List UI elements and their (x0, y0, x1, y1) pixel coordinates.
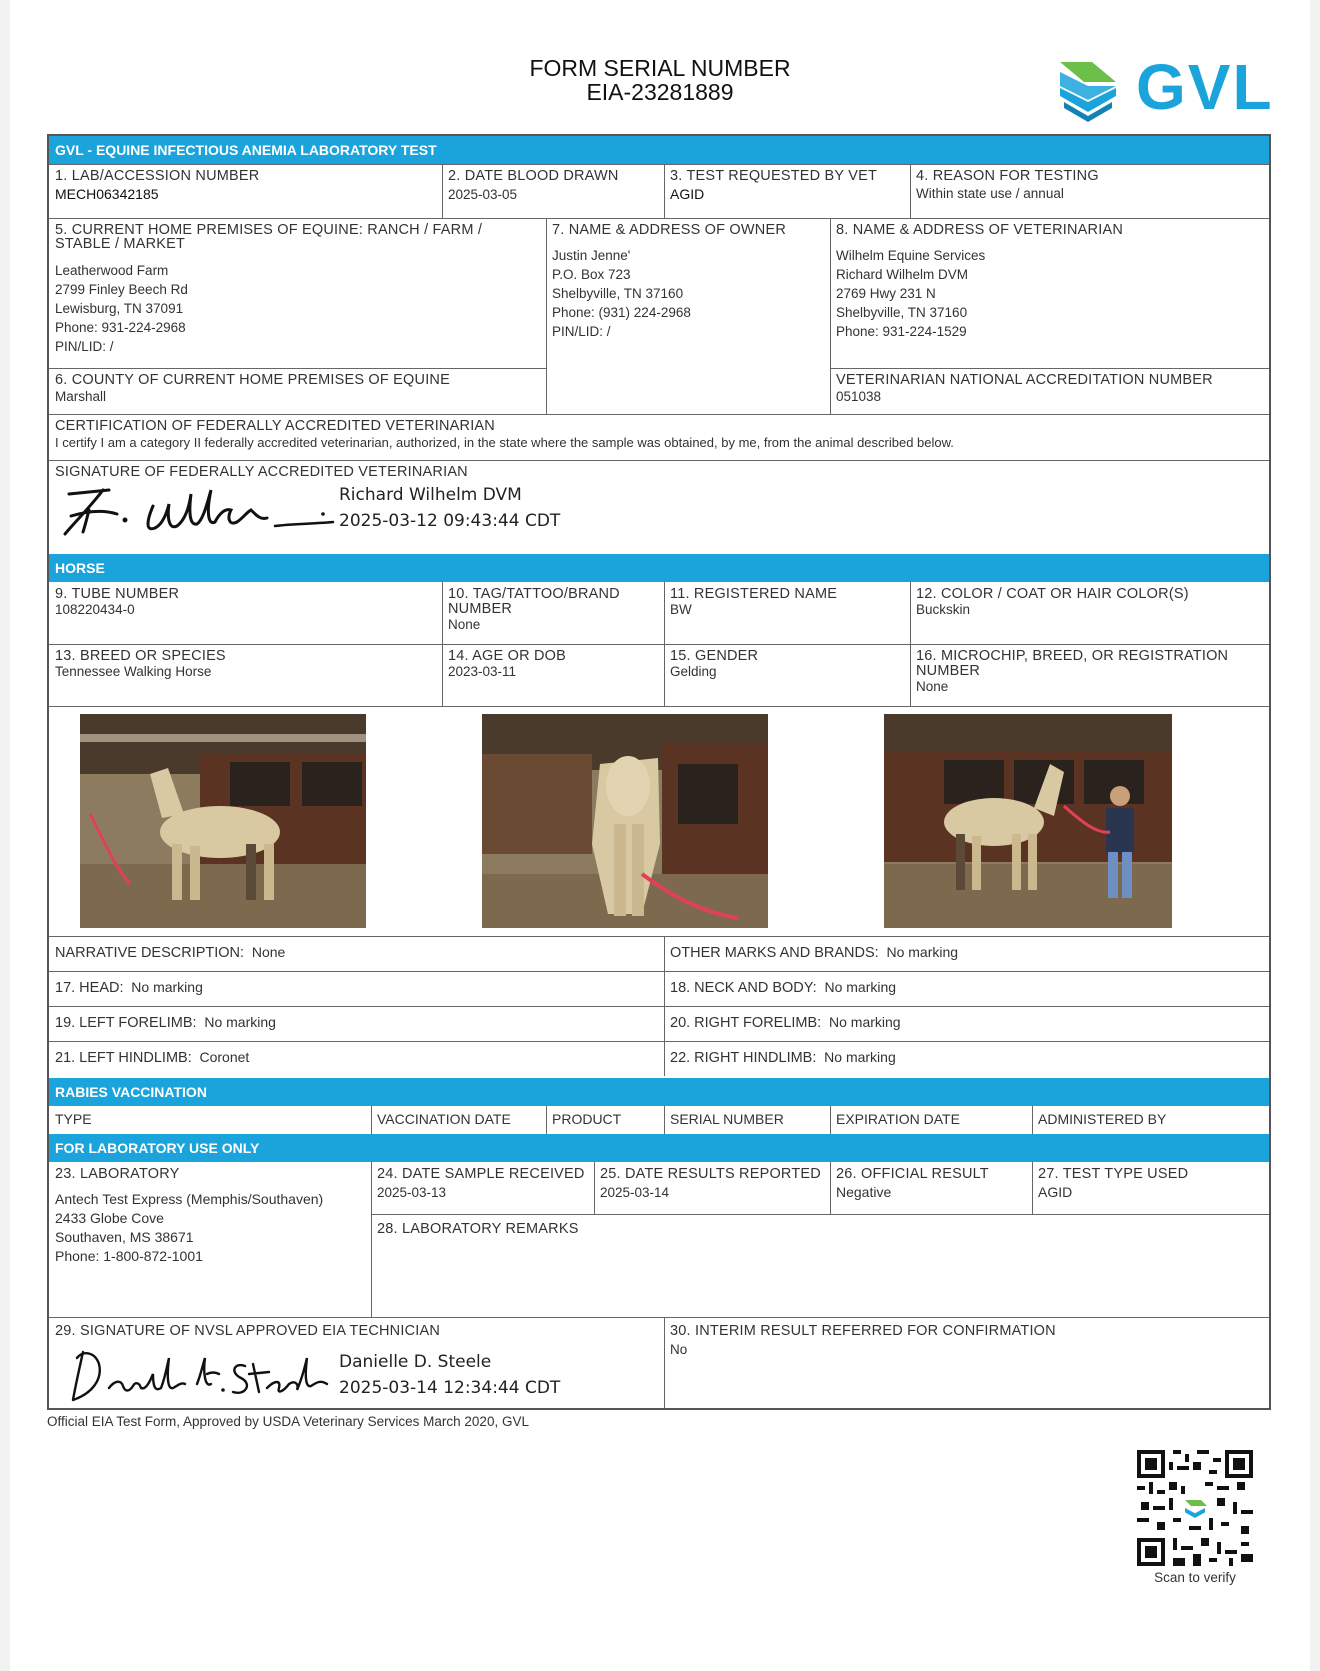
premises-street: 2799 Finley Beech Rd (55, 282, 188, 297)
microchip-value: None (916, 679, 949, 694)
gender-label: 15. GENDER (670, 648, 759, 664)
lab-accession-cell (49, 164, 442, 218)
vet-phone: Phone: 931-224-1529 (836, 324, 967, 339)
rabies-col-serial-number: SERIAL NUMBER (670, 1111, 784, 1127)
color-cell (910, 582, 1269, 644)
county-label: 6. COUNTY OF CURRENT HOME PREMISES OF EQUINE (55, 372, 450, 388)
registered-name-value: BW (670, 602, 692, 617)
premises-label: 5. CURRENT HOME PREMISES OF EQUINE: RANCH / FARM / STABLE / MARKET (55, 222, 483, 252)
section-header-horse: HORSE (49, 554, 1269, 582)
county-cell (49, 368, 546, 414)
form-serial-title: FORM SERIAL NUMBER (529, 55, 791, 81)
horse-photo-left (80, 714, 366, 928)
owner-city: Shelbyville, TN 37160 (552, 286, 684, 301)
vet-signature-timestamp: 2025-03-12 09:43:44 CDT (339, 511, 561, 531)
gvl-logo (1058, 51, 1278, 126)
head-value: No marking (131, 979, 203, 995)
vet-signature-label: SIGNATURE OF FEDERALLY ACCREDITED VETERINARIAN (55, 464, 468, 480)
form-serial-number: EIA-23281889 (586, 79, 734, 105)
neck-body-cell (664, 971, 1269, 1006)
owner-phone: Phone: (931) 224-2968 (552, 305, 691, 320)
right-forelimb-value: No marking (829, 1014, 901, 1030)
left-hindlimb-cell (49, 1041, 664, 1076)
right-hindlimb-value: No marking (824, 1049, 896, 1065)
color-value: Buckskin (916, 602, 971, 617)
horse-photo-right (884, 714, 1172, 928)
tag-number-label: 10. TAG/TATTOO/BRAND NUMBER (448, 586, 620, 617)
age-label: 14. AGE OR DOB (448, 648, 567, 664)
official-result-cell (830, 1162, 1032, 1214)
date-reported-value: 2025-03-14 (600, 1185, 670, 1200)
gender-value: Gelding (670, 664, 717, 679)
lab-accession-value: MECH06342185 (55, 186, 159, 202)
interim-result-cell (664, 1317, 1269, 1408)
rabies-col-product: PRODUCT (552, 1111, 622, 1127)
right-forelimb-cell (664, 1006, 1269, 1041)
registered-name-label: 11. REGISTERED NAME (670, 586, 838, 602)
technician-handwritten-signature (69, 1344, 329, 1406)
laboratory-label: 23. LABORATORY (55, 1166, 180, 1182)
laboratory-street: 2433 Globe Cove (55, 1210, 164, 1226)
accreditation-value: 051038 (836, 389, 882, 404)
narrative-cell (49, 936, 664, 971)
date-received-cell (371, 1162, 594, 1214)
vet-signature-name: Richard Wilhelm DVM (339, 485, 522, 505)
official-result-value: Negative (836, 1184, 892, 1200)
microchip-label: 16. MICROCHIP, BREED, OR REGISTRATION NUMBER (916, 648, 1229, 679)
horse-photo-center (482, 714, 768, 928)
certification-label: CERTIFICATION OF FEDERALLY ACCREDITED VETERINARIAN (55, 418, 495, 434)
vet-street: 2769 Hwy 231 N (836, 286, 936, 301)
accreditation-cell (830, 368, 1269, 414)
laboratory-phone: Phone: 1-800-872-1001 (55, 1248, 203, 1264)
head-label: 17. HEAD: (55, 980, 124, 996)
other-marks-label: OTHER MARKS AND BRANDS: (670, 945, 879, 961)
vet-address-cell (830, 218, 1269, 368)
gvl-logo-icon (1058, 58, 1118, 124)
breed-label: 13. BREED OR SPECIES (55, 648, 226, 664)
scan-to-verify-label: Scan to verify (1154, 1570, 1236, 1585)
premises-city: Lewisburg, TN 37091 (55, 301, 184, 316)
gender-cell (664, 644, 910, 706)
narrative-label: NARRATIVE DESCRIPTION: (55, 945, 245, 961)
date-reported-cell (594, 1162, 830, 1214)
test-type-cell (1032, 1162, 1269, 1214)
neck-body-label: 18. NECK AND BODY: (670, 980, 817, 996)
premises-pin: PIN/LID: / (55, 339, 114, 354)
laboratory-cell (49, 1162, 371, 1317)
owner-name: Justin Jenne' (552, 248, 631, 263)
tag-number-value: None (448, 617, 481, 632)
lab-accession-label: 1. LAB/ACCESSION NUMBER (55, 168, 260, 184)
date-received-label: 24. DATE SAMPLE RECEIVED (377, 1166, 585, 1182)
laboratory-city: Southaven, MS 38671 (55, 1229, 194, 1245)
section-header-lab: FOR LABORATORY USE ONLY (49, 1134, 1269, 1162)
test-requested-cell (664, 164, 910, 218)
date-drawn-label: 2. DATE BLOOD DRAWN (448, 168, 619, 184)
lab-remarks-label: 28. LABORATORY REMARKS (377, 1221, 579, 1237)
premises-phone: Phone: 931-224-2968 (55, 320, 186, 335)
certification-cell (49, 414, 1269, 460)
technician-signature-name: Danielle D. Steele (339, 1352, 492, 1372)
head-cell (49, 971, 664, 1006)
reason-value: Within state use / annual (916, 186, 1064, 201)
owner-cell (546, 218, 830, 414)
vet-handwritten-signature (61, 476, 341, 540)
vet-name: Richard Wilhelm DVM (836, 267, 969, 282)
tag-number-cell (442, 582, 664, 644)
date-drawn-value: 2025-03-05 (448, 187, 518, 202)
vet-practice: Wilhelm Equine Services (836, 248, 986, 263)
other-marks-cell (664, 936, 1269, 971)
premises-name: Leatherwood Farm (55, 263, 169, 278)
age-cell (442, 644, 664, 706)
date-reported-label: 25. DATE RESULTS REPORTED (600, 1166, 821, 1182)
owner-label: 7. NAME & ADDRESS OF OWNER (552, 222, 787, 238)
right-hindlimb-cell (664, 1041, 1269, 1076)
owner-street: P.O. Box 723 (552, 267, 631, 282)
premises-cell (49, 218, 546, 368)
verification-qr-code[interactable] (1137, 1450, 1253, 1566)
left-forelimb-cell (49, 1006, 664, 1041)
right-hindlimb-label: 22. RIGHT HINDLIMB: (670, 1050, 817, 1066)
section-header-rabies: RABIES VACCINATION (49, 1078, 1269, 1106)
left-forelimb-value: No marking (204, 1014, 276, 1030)
accreditation-label: VETERINARIAN NATIONAL ACCREDITATION NUMBER (836, 372, 1213, 388)
test-type-value: AGID (1038, 1184, 1073, 1200)
test-type-label: 27. TEST TYPE USED (1038, 1166, 1189, 1182)
interim-result-label: 30. INTERIM RESULT REFERRED FOR CONFIRMATION (670, 1323, 1056, 1339)
section-header-main: GVL - EQUINE INFECTIOUS ANEMIA LABORATORY TEST (49, 136, 1269, 164)
reason-cell (910, 164, 1269, 218)
left-hindlimb-value: Coronet (199, 1049, 250, 1065)
age-value: 2023-03-11 (448, 664, 517, 679)
date-received-value: 2025-03-13 (377, 1185, 447, 1200)
breed-cell (49, 644, 442, 706)
left-forelimb-label: 19. LEFT FORELIMB: (55, 1015, 197, 1031)
tube-number-cell (49, 582, 442, 644)
laboratory-name: Antech Test Express (Memphis/Southaven) (55, 1191, 324, 1207)
eia-test-form (47, 134, 1271, 1410)
gvl-logo-text: GVL (1136, 51, 1274, 123)
test-requested-value: AGID (670, 186, 705, 202)
certification-text: I certify I am a category II federally accredited veterinarian, authorized, in the state where the sample was obtained, by me, from the animal described below. (55, 435, 954, 450)
technician-signature-timestamp: 2025-03-14 12:34:44 CDT (339, 1378, 561, 1398)
rabies-col-expiration-date: EXPIRATION DATE (836, 1111, 960, 1127)
rabies-col-type: TYPE (55, 1111, 92, 1127)
rabies-col-vaccination-date: VACCINATION DATE (377, 1111, 511, 1127)
date-drawn-cell (442, 164, 664, 218)
other-marks-value: No marking (886, 944, 959, 960)
neck-body-value: No marking (824, 979, 897, 995)
narrative-value: None (251, 944, 286, 960)
rabies-col-administered-by: ADMINISTERED BY (1038, 1111, 1167, 1127)
reason-label: 4. REASON FOR TESTING (916, 168, 1099, 184)
owner-pin: PIN/LID: / (552, 324, 611, 339)
registered-name-cell (664, 582, 910, 644)
technician-signature-label: 29. SIGNATURE OF NVSL APPROVED EIA TECHNICIAN (55, 1323, 441, 1339)
interim-result-value: No (670, 1342, 688, 1357)
test-requested-label: 3. TEST REQUESTED BY VET (670, 168, 878, 184)
official-result-label: 26. OFFICIAL RESULT (836, 1166, 989, 1182)
vet-address-label: 8. NAME & ADDRESS OF VETERINARIAN (836, 222, 1123, 238)
county-value: Marshall (55, 389, 107, 404)
tube-number-label: 9. TUBE NUMBER (55, 586, 180, 602)
right-forelimb-label: 20. RIGHT FORELIMB: (670, 1015, 822, 1031)
lab-remarks-cell (371, 1214, 1269, 1317)
form-footer-text: Official EIA Test Form, Approved by USDA Veterinary Services March 2020, GVL (47, 1414, 529, 1429)
microchip-cell (910, 644, 1269, 706)
vet-city: Shelbyville, TN 37160 (836, 305, 968, 320)
tube-number-value: 108220434-0 (55, 602, 135, 617)
left-hindlimb-label: 21. LEFT HINDLIMB: (55, 1050, 192, 1066)
color-label: 12. COLOR / COAT OR HAIR COLOR(S) (916, 586, 1189, 602)
breed-value: Tennessee Walking Horse (55, 664, 212, 679)
